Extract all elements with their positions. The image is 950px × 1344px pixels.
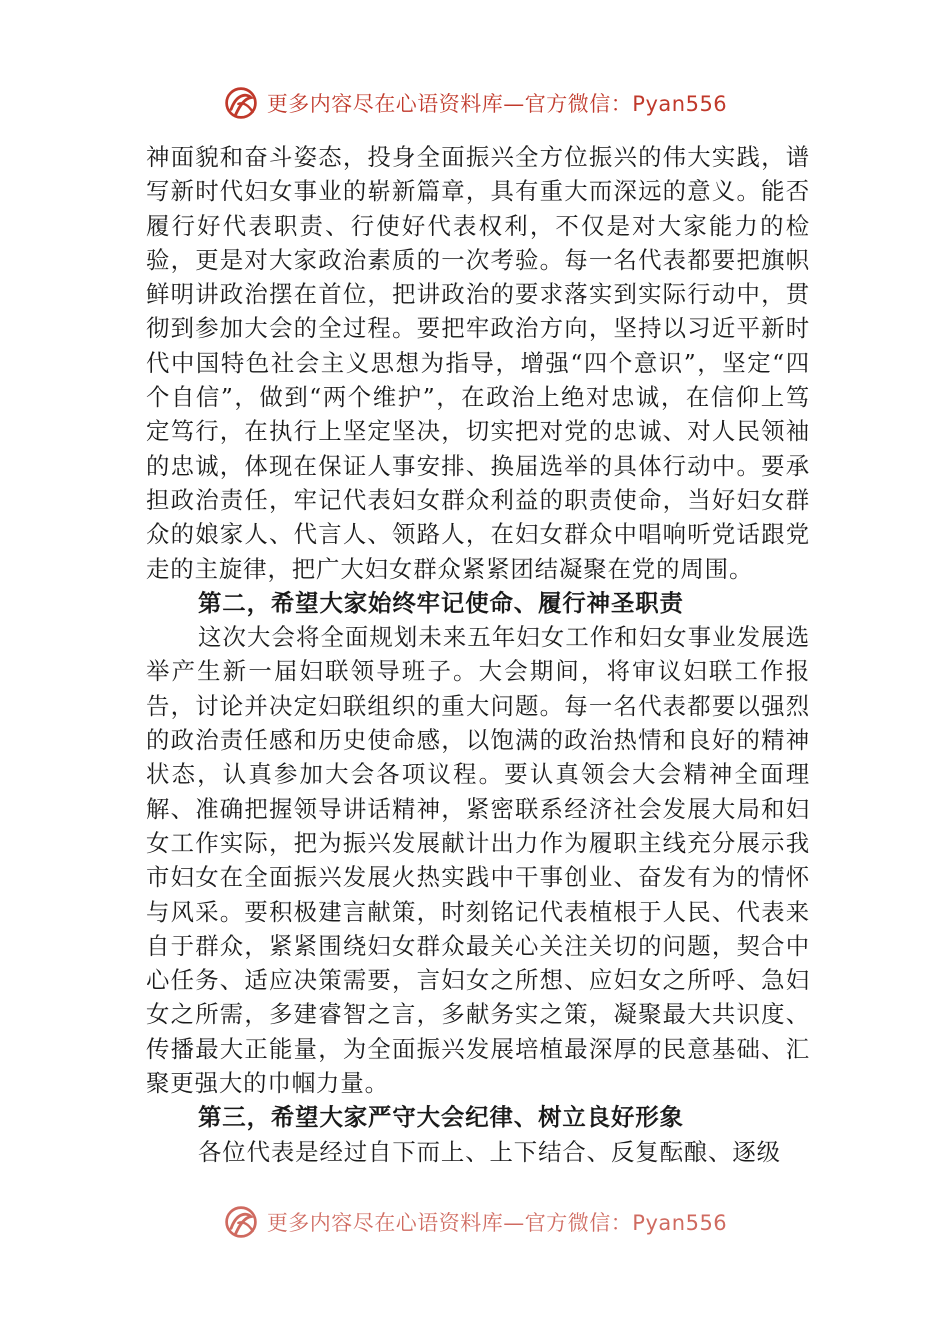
ribbon-logo-icon bbox=[223, 1204, 259, 1240]
watermark-text: 更多内容尽在心语资料库—官方微信：Pyan556 bbox=[266, 92, 728, 116]
paragraph-2: 这次大会将全面规划未来五年妇女工作和妇女事业发展选举产生新一届妇联领导班子。大会期间，将审议妇联工作报告，讨论并决定妇联组织的重大问题。每一名代表都要以强烈的政治责任感和历史使命感，以饱满的政治热情和良好的精神状态，认真参加大会各项议程。要认真领会大会精神全面理解、准确把握领导讲话精神，紧密联系经济社会发展大局和妇女工作实际，把为振兴发展献计出力作为履职主线充分展示我市妇女在全面振兴发展火热实践中干事创业、奋发有为的情怀与风采。要积极建言献策，时刻铭记代表植根于人民、代表来自于群众，紧紧围绕妇女群众最关心关注关切的问题，契合中心任务、适应决策需要，言妇女之所想、应妇女之所呼、急妇女之所需，多建睿智之言，多献务实之策，凝聚最大共识度、传播最大正能量，为全面振兴发展培植最深厚的民意基础、汇聚更强大的巾帼力量。 bbox=[146, 623, 810, 1098]
paragraph-1: 神面貌和奋斗姿态，投身全面振兴全方位振兴的伟大实践，谱写新时代妇女事业的崭新篇章，具有重大而深远的意义。能否履行好代表职责、行使好代表权利，不仅是对大家能力的检验，更是对大家政治素质的一次考验。每一名代表都要把旗帜鲜明讲政治摆在首位，把讲政治的要求落实到实际行动中，贯彻到参加大会的全过程。要把牢政治方向，坚持以习近平新时代中国特色社会主义思想为指导，增强“四个意识”，坚定“四个自信”，做到“两个维护”，在政治上绝对忠诚，在信仰上笃定笃行，在执行上坚定坚决，切实把对党的忠诚、对人民领袖的忠诚，体现在保证人事安排、换届选举的具体行动中。要承担政治责任，牢记代表妇女群众利益的职责使命，当好妇女群众的娘家人、代言人、领路人，在妇女群众中唱响听党话跟党走的主旋律，把广大妇女群众紧紧团结凝聚在党的周围。 bbox=[146, 143, 810, 583]
header-watermark bbox=[0, 85, 950, 121]
section-heading-3: 第三，希望大家严守大会纪律、树立良好形象 bbox=[198, 1103, 684, 1132]
document-body bbox=[146, 140, 810, 1169]
watermark-text: 更多内容尽在心语资料库—官方微信：Pyan556 bbox=[266, 1211, 728, 1235]
footer-watermark bbox=[0, 1204, 950, 1240]
paragraph-3: 各位代表是经过自下而上、上下结合、反复酝酿、逐级 bbox=[198, 1137, 781, 1166]
ribbon-logo-icon bbox=[223, 85, 259, 121]
section-heading-2: 第二，希望大家始终牢记使命、履行神圣职责 bbox=[198, 588, 684, 617]
